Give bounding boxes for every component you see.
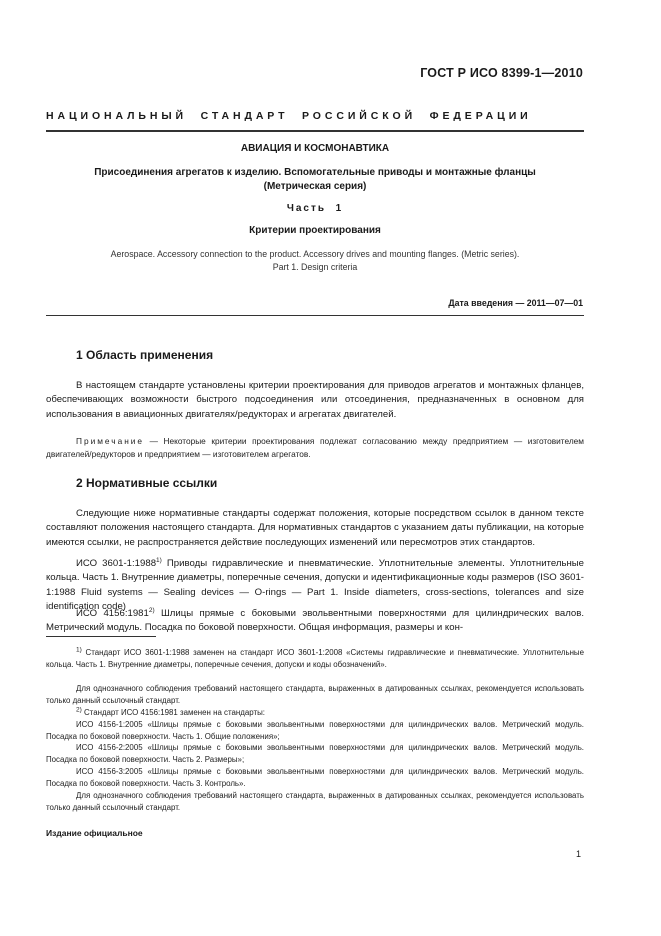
- standard-title-line1: Присоединения агрегатов к изделию. Вспомогательные приводы и монтажные фланцы: [94, 167, 536, 178]
- section-1-note: [46, 435, 584, 460]
- footnote-marker: 2): [76, 706, 82, 714]
- section-1-heading: 1 Область применения: [76, 348, 214, 362]
- reference-id: ИСО 3601-1:1988: [76, 558, 157, 569]
- reference-text: Шлицы прямые с боковыми эвольвентными поверхностями для цилиндрических валов. Метрический модуль. Посадка по боковой поверхности. Общая информация, размеры и кон-: [46, 608, 584, 634]
- reference-iso-3601: [46, 557, 584, 615]
- national-standard-banner: НАЦИОНАЛЬНЫЙ СТАНДАРТ РОССИЙСКОЙ ФЕДЕРАЦИИ: [46, 110, 532, 122]
- footnote-text: Стандарт ИСО 3601-1:1988 заменен на стандарт ИСО 3601-1:2008 «Системы гидравлические и пневматические. Уплотнительные кольца. Часть 1. Внутренние диаметры, поперечные сечения, допуски и коды обозначений».: [46, 648, 584, 669]
- document-code: ГОСТ Р ИСО 8399-1—2010: [420, 66, 583, 80]
- footnote-2-item-1: ИСО 4156-1:2005 «Шлицы прямые с боковыми эвольвентными поверхностями для цилиндрических валов. Метрический модуль. Посадка по боковой поверхности. Часть 1. Общие положения»;: [46, 720, 584, 741]
- footnote-marker: 1): [156, 556, 162, 564]
- standard-field: АВИАЦИЯ И КОСМОНАВТИКА: [240, 143, 390, 154]
- standard-title-line2: (Метрическая серия): [263, 181, 367, 192]
- header-divider: [46, 130, 584, 132]
- english-title-line2: Part 1. Design criteria: [272, 262, 358, 272]
- footnote-marker: 1): [76, 646, 82, 654]
- section-2-heading: 2 Нормативные ссылки: [76, 476, 218, 490]
- part-number: 1: [335, 203, 344, 214]
- footnote-divider: [46, 636, 156, 637]
- introduction-date: Дата введения — 2011—07—01: [448, 298, 583, 308]
- note-text: — Некоторые критерии проектирования подлежат согласованию между предприятием — изготовителем двигателей/редукторов и предприятием — изготовителем агрегатов.: [46, 436, 584, 459]
- part-heading: [46, 203, 584, 214]
- section-2-paragraph: Следующие ниже нормативные стандарты содержат положения, которые посредством ссылок в данном тексте составляют положения настоящего стандарта. Для нормативных стандартов с указанием даты публикации, на которые имеются ссылки, не распространяется действие последующих изменений или пересмотров этих стандартов.: [46, 508, 584, 548]
- footnote-2-item-2: ИСО 4156-2:2005 «Шлицы прямые с боковыми эвольвентными поверхностями для цилиндрических валов. Метрический модуль. Посадка по боковой поверхности. Часть 2. Размеры»;: [46, 743, 584, 764]
- date-divider: [46, 315, 584, 316]
- footnote-2-note: Для однозначного соблюдения требований настоящего стандарта, выраженных в датированных ссылках, рекомендуется использовать только данный ссылочный стандарт.: [46, 791, 584, 812]
- footnote-2-item-3: ИСО 4156-3:2005 «Шлицы прямые с боковыми эвольвентными поверхностями для цилиндрических валов. Метрический модуль. Посадка по боковой поверхности. Часть 3. Контроль».: [46, 767, 584, 788]
- official-edition-label: Издание официальное: [46, 828, 143, 838]
- footnote-2: [46, 707, 584, 719]
- reference-id: ИСО 4156:1981: [76, 608, 149, 619]
- footnote-text: Стандарт ИСО 4156:1981 заменен на стандарты:: [81, 708, 265, 717]
- note-label: Примечание: [76, 436, 145, 446]
- page-number: 1: [575, 849, 581, 859]
- section-1-paragraph: В настоящем стандарте установлены критерии проектирования для приводов агрегатов и монтажных фланцев, обеспечивающих возможности быстрого подсоединения или отсоединения, предназначенных в основном для использования в авиационных двигателях/редукторах и агрегатах двигателей.: [46, 380, 584, 420]
- reference-iso-4156: [46, 607, 584, 636]
- reference-text: Приводы гидравлические и пневматические. Уплотнительные элементы. Уплотнительные кольца. Часть 1. Внутренние диаметры, поперечные сечения, допуски и идентификационные коды размеров (ISO 3601-1:1988 Fluid systems — Sealing devices — O-rings — Part 1. Inside diameters, cross-sections, tolerances and size identification code): [46, 558, 584, 613]
- footnote-marker: 2): [148, 606, 155, 614]
- english-title-line1: Aerospace. Accessory connection to the product. Accessory drives and mounting flanges. (Metric series).: [110, 249, 520, 259]
- part-word: Часть: [286, 203, 327, 214]
- part-title: Критерии проектирования: [249, 225, 381, 236]
- footnote-1-note: Для однозначного соблюдения требований настоящего стандарта, выраженных в датированных ссылках, рекомендуется использовать только данный ссылочный стандарт.: [46, 684, 584, 705]
- footnote-1: [46, 647, 584, 670]
